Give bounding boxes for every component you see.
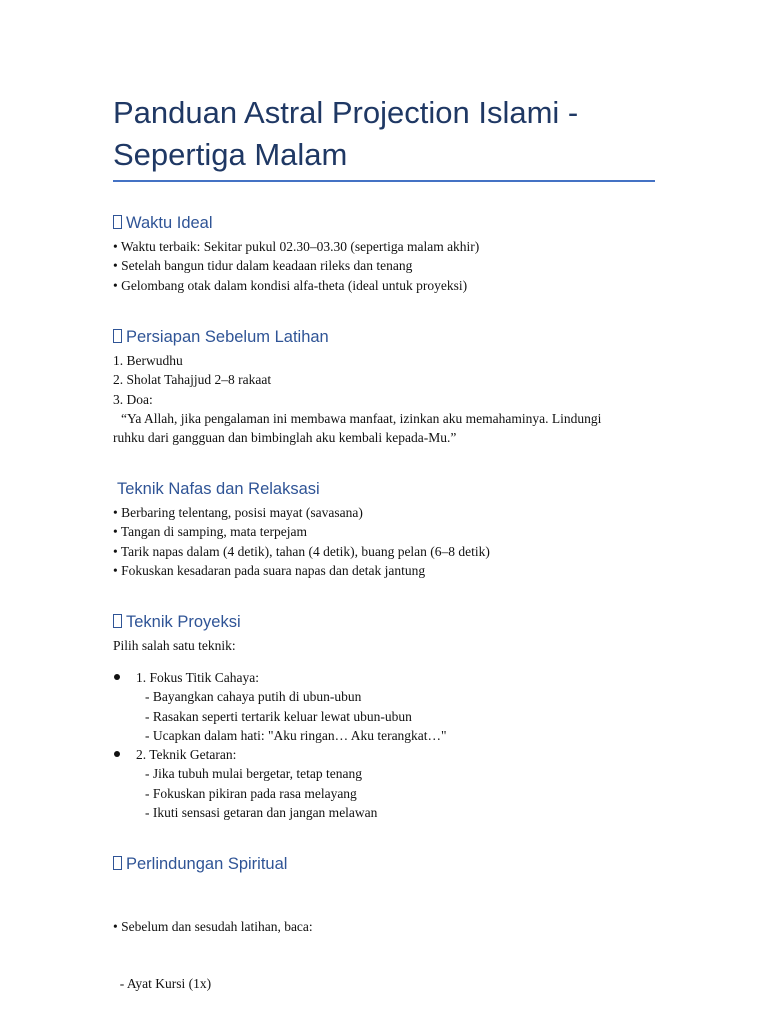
heading-teknik-proyeksi [113,611,241,633]
list-subitem: - Rasakan seperti tertarik keluar lewat ubun-ubun [145,708,412,724]
list-item: • Tangan di samping, mata terpejam [113,524,307,540]
list-item: 3. Doa: [113,391,153,407]
heading-teknik-nafas: Teknik Nafas dan Relaksasi [117,480,320,498]
list-subitem: - Fokuskan pikiran pada rasa melayang [145,785,357,801]
list-item: • Gelombang otak dalam kondisi alfa-theta (ideal untuk proyeksi) [113,277,468,293]
list-item: • Setelah bangun tidur dalam keadaan rileks dan tenang [113,258,413,274]
list-subitem: - Jika tubuh mulai bergetar, tetap tenang [145,766,363,782]
missing-glyph-icon [113,215,122,229]
list-item: • Berbaring telentang, posisi mayat (savasana) [113,505,363,520]
list-item: • Waktu terbaik: Sekitar pukul 02.30–03.30 (sepertiga malam akhir) [113,239,480,254]
heading-text: Persiapan Sebelum Latihan [126,328,329,346]
list-item: 1. Berwudhu [113,353,183,368]
list-item-label: 1. Fokus Titik Cahaya: [136,670,260,685]
list-item: - Ayat Kursi (1x) [113,976,212,992]
heading-text: Waktu Ideal [126,214,213,232]
heading-waktu-ideal [113,212,213,234]
list-item: • Tarik napas dalam (4 detik), tahan (4 detik), buang pelan (6–8 detik) [113,543,490,559]
list-item: 2. Sholat Tahajjud 2–8 rakaat [113,372,272,388]
list-subitem: - Ikuti sensasi getaran dan jangan melawan [145,804,378,820]
proyeksi-item-1 [136,668,447,745]
heading-text: Teknik Proyeksi [126,613,241,631]
list-item: • Sebelum dan sesudah latihan, baca: [113,918,313,934]
waktu-ideal-list [113,237,479,295]
bullet-icon [114,751,120,757]
document-title: Panduan Astral Projection Islami - Sepertiga Malam [113,95,579,172]
heading-perlindungan [113,853,287,875]
missing-glyph-icon [113,614,122,628]
list-item: • Fokuskan kesadaran pada suara napas dan detak jantung [113,562,426,578]
missing-glyph-icon [113,329,122,343]
doa-quote-line: ruhku dari gangguan dan bimbinglah aku kembali kepada-Mu.” [113,430,457,446]
proyeksi-intro: Pilih salah satu teknik: [113,638,236,653]
proyeksi-item-2 [136,745,377,822]
list-item-label: 2. Teknik Getaran: [136,747,237,762]
list-subitem: - Ucapkan dalam hati: "Aku ringan… Aku terangkat…" [145,727,447,743]
list-subitem: - Bayangkan cahaya putih di ubun-ubun [145,689,362,705]
perlindungan-list [113,878,313,1032]
persiapan-list [113,351,601,447]
title-underline [113,180,655,182]
heading-text: Perlindungan Spiritual [126,855,288,873]
heading-persiapan [113,326,329,348]
doa-quote-line: “Ya Allah, jika pengalaman ini membawa manfaat, izinkan aku memahaminya. Lindungi [121,410,602,426]
missing-glyph-icon [113,856,122,870]
bullet-icon [114,674,120,680]
nafas-list [113,503,490,580]
